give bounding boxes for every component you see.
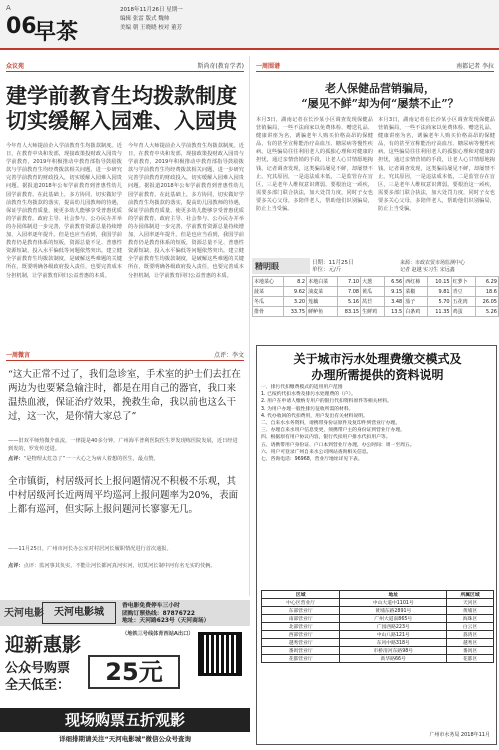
price-item: 菜椒	[404, 287, 428, 297]
notice-table	[261, 590, 494, 663]
brand-mark: A	[6, 4, 11, 12]
notice-table-cell: 西部营业厅	[262, 631, 340, 639]
ad-footer: 详细排期请关注“天河电影城”微信公众号查询	[58, 735, 192, 743]
quote-text-2: 全市镇街，村居级河长上报问题情况不积极不乐观，其中村居级河长近两周平均巡河上报问题率为20%，表面上都有巡河，但实际上报问题河长寥寥无几。	[8, 476, 239, 515]
price-item: 鸡蛋	[451, 307, 475, 317]
price-value: 5.26	[475, 307, 498, 317]
notice-table-row	[262, 599, 494, 607]
ad-addr-4: （地铁三号线体育西站A出口）	[122, 631, 194, 637]
price-row	[253, 287, 499, 297]
notice-table-row	[262, 607, 494, 615]
market-reporter: 记者 赵越 实习生 宋远鑫	[400, 266, 455, 273]
price-row	[253, 307, 499, 317]
notice-table-cell: 广州大道南865号	[340, 615, 447, 623]
comment-label: 点评：	[8, 563, 24, 569]
price-item: 大葱	[361, 277, 385, 287]
masthead-meta	[120, 6, 183, 33]
notice-table-cell: 南部营业厅	[262, 615, 340, 623]
rubric-quotes	[6, 345, 244, 361]
quote-source-2: ——11月25日，广州市河长办公室对村居河长履职情况进行首次通报。	[8, 546, 172, 552]
price-value: 8.2	[283, 277, 306, 287]
notice-table-row	[262, 647, 494, 655]
notice-paragraph: 3. 为用户办理一般性排污征收所需的材料。	[261, 406, 354, 412]
market-logo: 精明眼	[252, 258, 310, 274]
notice-paragraph: 三、办理自来水用户信息变更，须携带户主的身份证到营业厅办理。	[261, 428, 405, 434]
price-item: 冬瓜	[253, 297, 284, 307]
section-title: 早茶	[34, 19, 79, 45]
price-item: 鲜鲈鱼	[307, 307, 338, 317]
price-value: 7.08	[337, 287, 360, 297]
notice-table-cell: 广园西路223号	[340, 623, 447, 631]
right-body-col2: 本月3日，湖南记者在长沙某小区调查发现保健品营销骗局，一些不法商家以免费体检、赠送礼品、健康讲座为名，诱骗老年人购买价格高昂的保健品，有的甚至宣称能治疗高血压、糖尿病等慢性疾病。这些骗局往往利用老人的孤独心理和对健康的担忧，通过亲情营销的手段，让老人心甘情愿地掏钱。记者调查发现，这类骗局屡见不鲜，却屡禁不止。究其原因，一是违法成本低，二是监管存在盲区，三是老年人维权意识薄弱。要根治这一顽疾，需要多部门联合执法，加大处罚力度，同时子女也要多关心父母，多陪伴老人，帮助他们识别骗局，防止上当受骗。	[378, 117, 495, 213]
price-value: 33.75	[283, 307, 306, 317]
notice-paragraph: 1. 已按约代扣水费及排污水处理费的（户）。	[261, 392, 356, 398]
ad-promo: 迎新惠影	[5, 634, 82, 656]
notice-table-cell: 越秀营业厅	[262, 639, 340, 647]
notice-table-cell: 越秀区	[447, 639, 494, 647]
notice-title-2: 办理所需提供的资料说明	[311, 368, 444, 382]
ad-addr-3: 地址：天河路623号（天河商场）	[122, 618, 210, 624]
price-value: 83.15	[337, 307, 360, 317]
price-item: 本地菜心	[253, 277, 284, 287]
notice-table-row	[262, 623, 494, 631]
rubric-label: 众议苑	[6, 63, 25, 70]
notice-table-cell: 东风中路318号	[340, 639, 447, 647]
notice-table-cell: 花都区	[447, 655, 494, 663]
headline-line-2: 切实缓解入园难、入园贵	[6, 109, 237, 133]
price-value: 18.6	[475, 287, 498, 297]
notice-paragraph: 2. 用户在申请人缴纳专用户的银行代扣资料原件等相关材料。	[261, 399, 392, 405]
notice-table-header: 所属区域	[447, 591, 494, 599]
notice-table-header: 地址	[340, 591, 447, 599]
price-value: 5.16	[337, 297, 360, 307]
market-date: 日期：11月25日	[312, 260, 354, 266]
notice-paragraph: 四、根据原有用户协议内容，银行代扣用户排水代扣用户等。	[261, 435, 391, 441]
qr-code-icon	[198, 632, 242, 676]
market-unit: 单位：元/斤	[312, 266, 342, 273]
meta-editor: 编辑 张雷 版式 魏帅	[120, 16, 170, 22]
ad-price: 25元	[88, 655, 180, 689]
ad-line-2: 全天低至：	[5, 678, 71, 693]
notice-table-cell: 天河区	[447, 599, 494, 607]
rubric-author: 南都记者 李拉	[456, 63, 494, 70]
notice-table-cell: 白云区	[447, 623, 494, 631]
price-row	[253, 277, 499, 287]
price-value: 3.48	[385, 297, 404, 307]
price-value: 10.15	[428, 277, 451, 287]
notice-paragraph: 六、用户可登录广州自来水公司网站查询相关信息。	[261, 449, 372, 455]
market-date-block	[312, 260, 354, 273]
rubric-left	[6, 56, 244, 72]
notice-body	[261, 384, 494, 463]
ad-address	[122, 603, 209, 626]
market-source: 来源：市政农贸市场监测中心	[400, 260, 466, 266]
price-value: 13.5	[385, 307, 404, 317]
rubric-author: 点评：李文	[213, 352, 244, 359]
price-item: 西红柿	[404, 277, 428, 287]
price-table	[252, 276, 499, 317]
column-divider	[249, 56, 250, 596]
price-value: 7.10	[337, 277, 360, 287]
notice-table-row	[262, 655, 494, 663]
notice-table-cell: 黄埔东路2891号	[340, 607, 447, 615]
ad-banner: 现场购票五折观影	[0, 708, 250, 732]
notice-paragraph: 七、咨询电话：96968，营业厅地址详见下表。	[261, 457, 363, 463]
market-header	[252, 258, 499, 274]
notice-table-cell: 新华路66号	[340, 655, 447, 663]
meta-date: 2018年11月26日 星期一	[120, 7, 183, 13]
ad-cinema-name: 天河电影城	[42, 602, 116, 624]
notice-table-row	[262, 615, 494, 623]
market-source-block	[400, 260, 465, 273]
notice-table-cell: 市桥清河东路98号	[340, 647, 447, 655]
notice-table-cell: 番禺区	[447, 647, 494, 655]
rubric-author: 斯尚奇(教育学者)	[197, 63, 244, 70]
price-value: 6.56	[385, 277, 404, 287]
price-item: 黄瓜	[361, 287, 385, 297]
notice-table-cell: 黄埔区	[447, 607, 494, 615]
ad-line-1: 公众号购票	[5, 661, 71, 676]
page-number: 06	[6, 14, 37, 39]
headline-2-line-2: “屡见不鲜”却为何“屡禁不止”？	[301, 97, 459, 110]
notice-table-cell: 北部营业厅	[262, 623, 340, 631]
price-value: 3.20	[283, 297, 306, 307]
ad-logo: 天河电影	[4, 608, 44, 619]
notice-table-cell: 中山大道中1101号	[340, 599, 447, 607]
notice-paragraph: 4. 代办收回的代扣费用，用户发出有关材料说明。	[261, 413, 368, 419]
price-item: 红萝卜	[451, 277, 475, 287]
price-value: 9.62	[283, 287, 306, 297]
notice-paragraph: 一、排污代扣缴费模式的适用用户范围	[261, 385, 343, 390]
price-value: 26.05	[475, 297, 498, 307]
cinema-ad	[0, 600, 250, 750]
ad-addr-2: 团购订票热线：87876722	[122, 610, 195, 617]
notice-paragraph: 五、请携带用户身份证、户口本到营业厅办理，办公时间：周一至周五。	[261, 442, 415, 448]
price-item: 茄子	[404, 297, 428, 307]
ad-addr-1: 香电影免费停车三小时	[122, 603, 180, 609]
notice-footer: 广州市水务局 2018年11月	[429, 732, 490, 738]
rubric-right	[256, 56, 494, 72]
notice-table-row	[262, 631, 494, 639]
quote-text: “这大正常不过了，我们急诊室，手术室的护士们去扛在两边为也要紧急输注时，都是在用自己的器官，我口来温热血液，保证治疗效果，挽救生命，我以前也这么干过，这一次，是你情大家总了”	[8, 369, 241, 422]
price-value: 5.70	[428, 297, 451, 307]
price-value: 9.81	[428, 287, 451, 297]
comment-label: 点评：	[8, 456, 24, 462]
price-value: 6.29	[475, 277, 498, 287]
notice-table-cell: 花都营业厅	[262, 655, 340, 663]
comment-text: “是物理太危急了”一一大心之为病人着想的医生，最点赞。	[23, 456, 159, 462]
price-item: 莴苣	[361, 297, 385, 307]
price-item: 莲藕	[307, 297, 338, 307]
price-item: 菠菜	[253, 287, 284, 297]
public-notice	[256, 345, 497, 745]
notice-table-cell: 番禺营业厅	[262, 647, 340, 655]
price-item: 本地白菜	[307, 277, 338, 287]
masthead	[0, 0, 499, 50]
meta-design: 美编 朝 王晓晓 校对 董芳	[120, 25, 182, 31]
headline-2-line-1: 老人保健品营销骗局，	[325, 82, 435, 95]
quote-comment-2	[8, 562, 242, 570]
price-item: 青豆	[451, 287, 475, 297]
price-row	[253, 297, 499, 307]
notice-table-cell: 中山八路121号	[340, 631, 447, 639]
price-item: 生鲜鸡	[361, 307, 385, 317]
quote-source: ——旧双平师热微介血流，一律提是40多分钟，广州海平普利医院医生罗发现练医院发展，近日经进到发的，罗发传送进。	[8, 438, 238, 452]
notice-table-cell: 中心区营业厅	[262, 599, 340, 607]
notice-table-cell: 东部营业厅	[262, 607, 340, 615]
notice-table-cell: 荔湾区	[447, 631, 494, 639]
price-item: 排骨	[253, 307, 284, 317]
price-item: 五花肉	[451, 297, 475, 307]
price-item: 油麦菜	[307, 287, 338, 297]
price-item: 白条鸡	[404, 307, 428, 317]
rubric-label: 一周围谱	[256, 63, 281, 70]
notice-table-cell: 海珠区	[447, 615, 494, 623]
headline-line-1: 建学前教育生均拨款制度	[6, 84, 237, 108]
notice-table-header: 区域	[262, 591, 340, 599]
article-body-col1: 今年育人大师提前企入学前教育生均拨款制度。近日，在教育中央和发部，现接政策投财政入园贵与学前教育，2019年积极推动中教育部指导鼓励拨款与学前教育生均经费拨款相关问题，进一步研究完善学前教育的财政投入，切实缓解入园难入园贵问题。据报道2018年公布学前教育到普惠性幼儿园学前教育。在此基础上，多方协同，切实做好学前教育生均拨款的落实，提高幼儿园教师的待遇，保证学前教育质量，使更多幼儿能够享受普惠优质的学前教育。政府主导、社会参与、公办民办并举的办园体制进一步完善，学前教育资源总量持续增加，入园率逐年提升。但是也应当看到，我国学前教育仍是教育体系的短板，资源总量不足、普惠性资源短缺、投入水平偏低等问题依然突出。建立健全学前教育生均拨款制度，是破解这些难题的关键所在，既要明确各级政府投入责任，也要完善成本分担机制，让学前教育回归公益普惠的本质。	[6, 143, 122, 279]
price-value: 11.35	[428, 307, 451, 317]
quote-comment	[8, 455, 242, 463]
notice-title-1: 关于城市污水处理费缴交模式及	[293, 352, 462, 366]
rubric-label: 一周微言	[6, 352, 31, 359]
main-headline	[6, 84, 240, 134]
price-value: 9.15	[385, 287, 404, 297]
notice-paragraph: 二、自来水水务资料，请携带身份证原件及复印件到营业厅办理。	[261, 421, 401, 427]
right-body-col1: 本月3日，湖南记者在长沙某小区调查发现保健品营销骗局，一些不法商家以免费体检、赠送礼品、健康讲座为名，诱骗老年人购买价格高昂的保健品，有的甚至宣称能治疗高血压、糖尿病等慢性疾病。这些骗局往往利用老人的孤独心理和对健康的担忧，通过亲情营销的手段，让老人心甘情愿地掏钱。记者调查发现，这类骗局屡见不鲜，却屡禁不止。究其原因，一是违法成本低，二是监管存在盲区，三是老年人维权意识薄弱。要根治这一顽疾，需要多部门联合执法，加大处罚力度，同时子女也要多关心父母，多陪伴老人，帮助他们识别骗局，防止上当受骗。	[256, 117, 373, 213]
comment-text-2: 点评：监河事其负实，不能让河长都河真河实河，切莫河长制中河有名无实的伎俩。	[23, 563, 216, 569]
article-body-col2: 今年育人大师提前企入学前教育生均拨款制度。近日，在教育中央和发部，现接政策投财政入园贵与学前教育，2019年积极推动中教育部指导鼓励拨款与学前教育生均经费拨款相关问题，进一步研究完善学前教育的财政投入，切实缓解入园难入园贵问题。据报道2018年公布学前教育到普惠性幼儿园学前教育。在此基础上，多方协同，切实做好学前教育生均拨款的落实，提高幼儿园教师的待遇，保证学前教育质量，使更多幼儿能够享受普惠优质的学前教育。政府主导、社会参与、公办民办并举的办园体制进一步完善，学前教育资源总量持续增加，入园率逐年提升。但是也应当看到，我国学前教育仍是教育体系的短板，资源总量不足、普惠性资源短缺、投入水平偏低等问题依然突出。建立健全学前教育生均拨款制度，是破解这些难题的关键所在，既要明确各级政府投入责任，也要完善成本分担机制，让学前教育回归公益普惠的本质。	[128, 143, 244, 279]
notice-table-row	[262, 639, 494, 647]
